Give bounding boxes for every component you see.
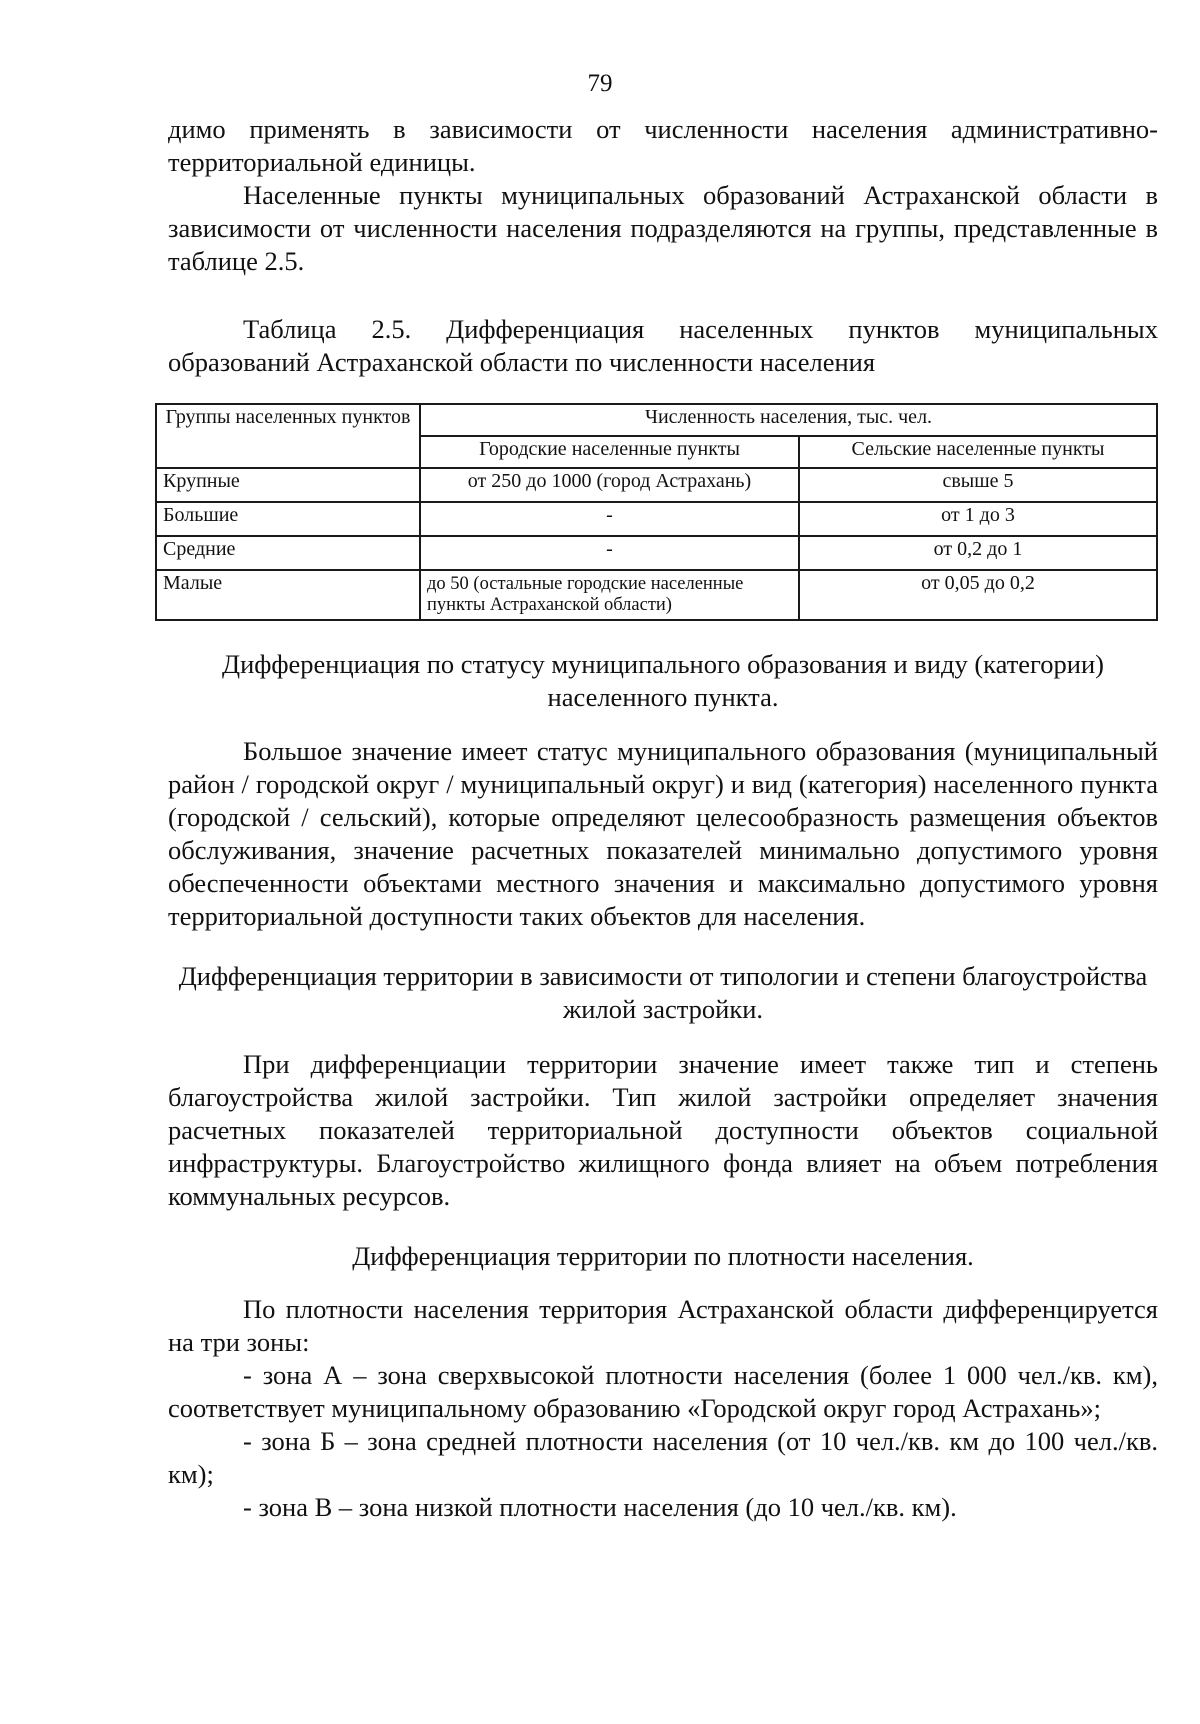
list-item-zone-v: - зона В – зона низкой плотности населения (до 10 чел./кв. км).: [243, 1492, 957, 1522]
status-block: [168, 735, 1158, 933]
header-population: Численность населения, тыс. чел.: [420, 404, 1157, 436]
cell-urban: от 250 до 1000 (город Астрахань): [420, 468, 799, 502]
heading-density: Дифференциация территории по плотности населения.: [352, 1241, 974, 1271]
table-caption-block: [168, 313, 1158, 379]
paragraph-typology: При дифференциации территории значение имеет также тип и степень благоустройства жилой застройки. Тип жилой застройки определяет значения расчетных показателей территориальной доступности объектов социальной инфраструктуры. Благоустройство жилищного фонда влияет на объем потребления коммунальных ресурсов.: [168, 1049, 1158, 1211]
heading-status: Дифференциация по статусу муниципального образования и виду (категории) населенного пункта.: [222, 649, 1104, 712]
cell-group: Крупные: [156, 468, 420, 502]
typology-block: [168, 1048, 1158, 1213]
paragraph-density-intro: По плотности населения территория Астраханской области дифференцируется на три зоны:: [168, 1294, 1158, 1357]
paragraph-groups: Населенные пункты муниципальных образований Астраханской области в зависимости от численности населения подразделяются на группы, представленные в таблице 2.5.: [168, 180, 1158, 276]
cell-urban: -: [420, 502, 799, 536]
cell-rural: от 1 до 3: [799, 502, 1157, 536]
cell-group: Малые: [156, 570, 420, 620]
population-table: [155, 403, 1158, 621]
cell-group: Средние: [156, 536, 420, 570]
header-group: Группы населенных пунктов: [156, 404, 420, 468]
cell-urban: до 50 (остальные городские населенные пункты Астраханской области): [420, 570, 799, 620]
table-row: [156, 502, 1157, 536]
density-block: [168, 1293, 1158, 1524]
paragraph-status: Большое значение имеет статус муниципального образования (муниципальный район / городской округ / муниципальный округ) и вид (категория) населенного пункта (городской / сельский), которые определяют целесообразность размещения объектов обслуживания, значение расчетных показателей минимально допустимого уровня обеспеченности объектами местного значения и максимально допустимого уровня территориальной доступности таких объектов для населения.: [168, 736, 1158, 931]
cell-rural: от 0,2 до 1: [799, 536, 1157, 570]
page-number: 79: [587, 70, 613, 97]
table-row: [156, 570, 1157, 620]
intro-block: [168, 113, 1158, 278]
table-row: [156, 536, 1157, 570]
heading-typology: Дифференциация территории в зависимости от типологии и степени благоустройства жилой застройки.: [178, 961, 1148, 1024]
table-header-row: [156, 404, 1157, 436]
paragraph-continuation: димо применять в зависимости от численности населения административно-территориальной единицы.: [168, 114, 1158, 177]
cell-urban: -: [420, 536, 799, 570]
header-rural: Сельские населенные пункты: [799, 436, 1157, 468]
list-item-zone-a: - зона А – зона сверхвысокой плотности населения (более 1 000 чел./кв. км), соответствует муниципальному образованию «Городской округ город Астрахань»;: [168, 1360, 1158, 1423]
table-caption: Таблица 2.5. Дифференциация населенных пунктов муниципальных образований Астраханской области по численности населения: [168, 314, 1158, 377]
table-row: [156, 468, 1157, 502]
cell-rural: свыше 5: [799, 468, 1157, 502]
header-urban: Городские населенные пункты: [420, 436, 799, 468]
cell-group: Большие: [156, 502, 420, 536]
list-item-zone-b: - зона Б – зона средней плотности населения (от 10 чел./кв. км до 100 чел./кв. км);: [168, 1426, 1158, 1489]
cell-rural: от 0,05 до 0,2: [799, 570, 1157, 620]
